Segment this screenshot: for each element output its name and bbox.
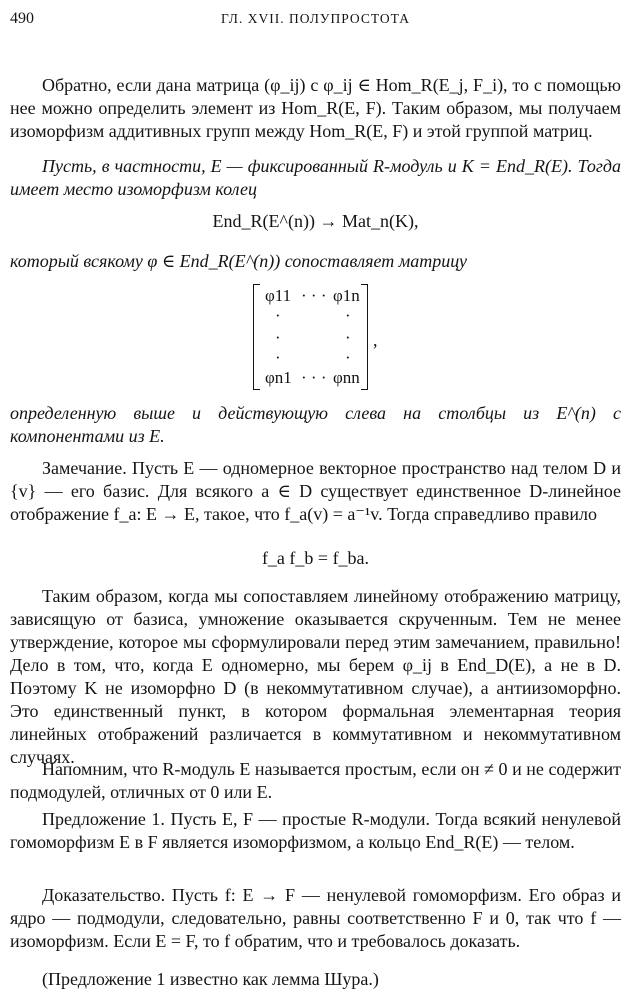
paragraph-3: который всякому φ ∈ End_R(E^(n)) сопоставляет матрицу (10, 251, 467, 271)
matrix-dot-l2: · (275, 328, 281, 347)
formula-fafb: f_a f_b = f_ba. (261, 548, 370, 568)
matrix-cell-nn: φnn (333, 368, 360, 387)
paragraph-7: Напомним, что R-модуль E называется простым, если он ≠ 0 и не содержит подмодулей, отличных от 0 или E. (10, 759, 621, 802)
paragraph-2: Пусть, в частности, E — фиксированный R-модуль и K = End_R(E). Тогда имеет место изоморфизм колец (10, 156, 621, 199)
matrix-dot-l3: · (275, 348, 281, 367)
matrix-dot-r1: · (345, 306, 351, 325)
matrix-dots-rown: · · · (301, 368, 327, 387)
paragraph-remark: Замечание. Пусть E — одномерное векторное пространство над телом D и {v} — его базис. Для всякого a ∈ D существует единственное D-линейное отображение f_a: E → E, такое, что f_a(v) = a⁻¹v. Тогда справедливо правило (10, 458, 621, 524)
proposition-1: Предложение 1. Пусть E, F — простые R-модули. Тогда всякий ненулевой гомоморфизм E в F является изоморфизмом, а кольцо End_R(E) — телом. (10, 809, 621, 852)
proof: Доказательство. Пусть f: E → F — ненулевой гомоморфизм. Его образ и ядро — подмодули, следовательно, равны соответственно F и 0, так что f — изоморфизм. Если E = F, то f обратим, что и требовалось доказать. (10, 885, 621, 951)
matrix-cell-11: φ11 (265, 286, 292, 305)
matrix-comma: , (373, 330, 378, 350)
matrix-cell-1n: φ1n (333, 286, 360, 305)
matrix-dots-row1: · · · (301, 286, 327, 305)
matrix-cell-n1: φn1 (265, 368, 292, 387)
paragraph-4: определенную выше и действующую слева на столбцы из E^(n) с компонентами из E. (10, 403, 621, 446)
matrix-dot-l1: · (275, 306, 281, 325)
page-header (10, 8, 621, 32)
matrix-right-bracket (361, 284, 368, 390)
matrix-dot-r3: · (345, 348, 351, 367)
matrix-left-bracket (253, 284, 260, 390)
matrix-phi (253, 284, 393, 392)
page-number: 490 (10, 10, 34, 27)
running-head: ГЛ. XVII. ПОЛУПРОСТОТА (221, 11, 410, 26)
paragraph-schur-note: (Предложение 1 известно как лемма Шура.) (42, 969, 379, 989)
matrix-dot-r2: · (345, 328, 351, 347)
formula-end-mat: End_R(E^(n)) → Mat_n(K), (212, 211, 419, 231)
paragraph-1: Обратно, если дана матрица (φ_ij) с φ_ij ∈ Hom_R(E_j, F_i), то с помощью нее можно определить элемент из Hom_R(E, F). Таким образом, мы получаем изоморфизм аддитивных групп между Hom_R(E, F) и этой группой матриц. (10, 75, 621, 141)
paragraph-6: Таким образом, когда мы сопоставляем линейному отображению матрицу, зависящую от базиса, умножение оказывается скрученным. Тем не менее утверждение, которое мы сформулировали перед этим замечанием, правильно! Дело в том, что, когда E одномерно, мы берем φ_ij в End_D(E), а не в D. Поэтому K не изоморфно D (в некоммутативном случае), а антиизоморфно. Это единственный пункт, в котором формальная элементарная теория линейных отображений различается в коммутативном и некоммутативном случаях. (10, 586, 621, 767)
